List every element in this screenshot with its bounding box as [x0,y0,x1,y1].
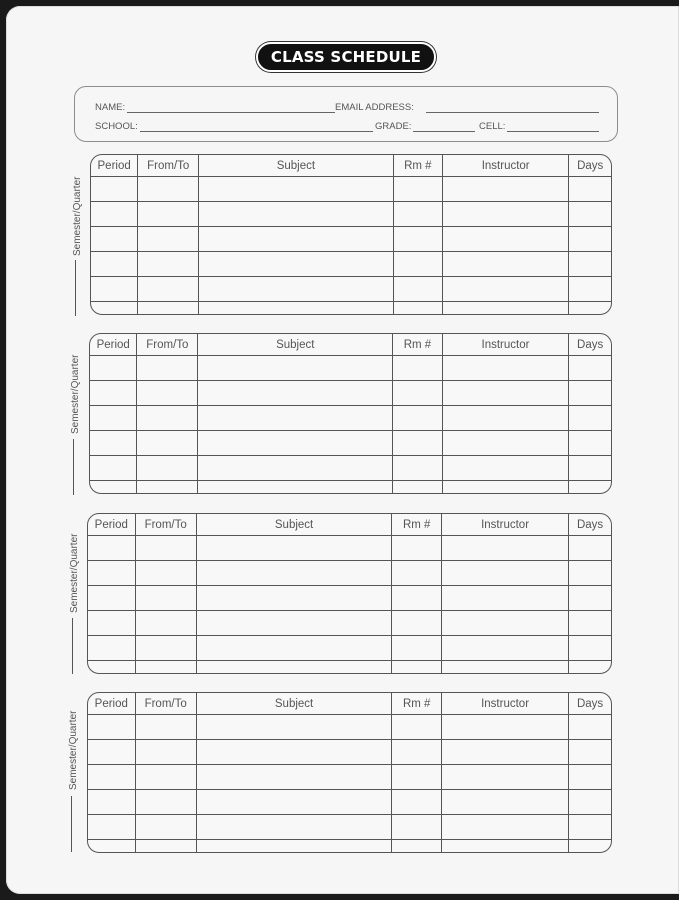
cell-period[interactable] [90,356,137,381]
header-row [90,334,611,356]
cell-period[interactable] [90,381,137,406]
column-header-subject: Subject [199,155,393,177]
schedule-grid [88,514,611,673]
cell-period[interactable] [88,765,135,790]
cell-instructor[interactable] [443,227,569,252]
table-row [90,431,611,456]
schedule-table-2 [89,333,612,494]
table-row [88,561,611,586]
email-field[interactable] [335,99,599,113]
cell-period[interactable] [90,406,137,431]
cell-instructor[interactable] [443,202,569,227]
side-line-4 [71,796,72,852]
cell-room[interactable] [393,202,442,227]
cell-from-to[interactable] [138,277,199,302]
school-label: SCHOOL: [95,121,138,132]
table-row [90,481,611,494]
email-label: EMAIL ADDRESS: [335,102,414,113]
cell-period[interactable] [91,277,138,302]
cell-subject[interactable] [199,277,393,302]
student-info-box [74,86,618,142]
cell-days[interactable] [569,840,611,853]
table-row [88,536,611,561]
cell-subject[interactable] [196,586,392,611]
cell-room[interactable] [393,481,442,494]
cell-room[interactable] [393,406,442,431]
cell-period[interactable] [88,561,135,586]
table-row [91,277,611,302]
schedule-table-4 [87,692,612,853]
cell-subject[interactable] [198,456,393,481]
cell-days[interactable] [569,481,611,494]
cell-room[interactable] [393,356,442,381]
cell-subject[interactable] [196,790,392,815]
table-row [90,356,611,381]
cell-days[interactable] [569,277,611,302]
cell-from-to[interactable] [138,302,199,315]
cell-from-to[interactable] [135,536,196,561]
side-label-1: Semester/Quarter [72,176,83,256]
column-header-days: Days [569,693,611,715]
header-row [88,514,611,536]
grade-label: GRADE: [375,121,412,132]
cell-room[interactable] [392,586,442,611]
column-header-period: Period [88,693,135,715]
column-header-days: Days [569,334,611,356]
side-line-2 [73,439,74,495]
cell-instructor[interactable] [442,636,569,661]
name-label: NAME: [95,102,126,113]
cell-room[interactable] [392,715,442,740]
cell-instructor[interactable] [442,586,569,611]
table-row [88,765,611,790]
cell-period[interactable] [91,252,138,277]
cell-days[interactable] [569,381,611,406]
table-row [88,611,611,636]
cell-from-to[interactable] [138,177,199,202]
cell-room[interactable] [393,227,442,252]
cell-period[interactable] [91,227,138,252]
cell-instructor[interactable] [442,765,569,790]
cell-from-to[interactable] [138,252,199,277]
schedule-page [6,6,679,894]
cell-from-to[interactable] [138,202,199,227]
schedule-grid [88,693,611,852]
cell-room[interactable] [393,277,442,302]
column-header-subject: Subject [196,514,392,536]
cell-days[interactable] [569,177,611,202]
cell-period[interactable] [90,481,137,494]
side-label-2: Semester/Quarter [70,354,81,434]
cell-from-to[interactable] [135,611,196,636]
cell-instructor[interactable] [443,252,569,277]
column-header-instructor: Instructor [442,334,569,356]
column-header-from-to: From/To [135,514,196,536]
cell-days[interactable] [569,227,611,252]
table-row [88,790,611,815]
cell-period[interactable] [88,790,135,815]
cell-instructor[interactable] [443,177,569,202]
cell-period[interactable] [88,611,135,636]
cell-room[interactable] [392,765,442,790]
cell-period[interactable] [88,715,135,740]
cell-room[interactable] [392,661,442,674]
cell-instructor[interactable] [442,840,569,853]
cell-instructor[interactable] [442,661,569,674]
cell-from-to[interactable] [137,481,198,494]
cell-subject[interactable] [196,840,392,853]
cell-days[interactable] [569,586,611,611]
cell-instructor[interactable] [442,481,569,494]
cell-from-to[interactable] [137,356,198,381]
cell-room[interactable] [392,790,442,815]
cell-subject[interactable] [198,406,393,431]
cell-subject[interactable] [198,356,393,381]
side-line-3 [72,618,73,674]
cell-instructor[interactable] [443,277,569,302]
table-row [91,302,611,315]
cell-period[interactable] [88,815,135,840]
column-header-from-to: From/To [137,334,198,356]
column-header-from-to: From/To [135,693,196,715]
cell-subject[interactable] [198,381,393,406]
header-row [88,693,611,715]
cell-instructor[interactable] [442,740,569,765]
cell-days[interactable] [569,765,611,790]
schedule-table-3 [87,513,612,674]
name-field[interactable] [95,99,335,113]
cell-label: CELL: [479,121,506,132]
cell-from-to[interactable] [135,790,196,815]
table-row [90,381,611,406]
column-header-period: Period [90,334,137,356]
cell-period[interactable] [88,586,135,611]
cell-days[interactable] [569,715,611,740]
cell-subject[interactable] [199,302,393,315]
cell-room[interactable] [392,840,442,853]
column-header-instructor: Instructor [442,514,569,536]
column-header-period: Period [91,155,138,177]
cell-room[interactable] [392,815,442,840]
cell-instructor[interactable] [442,536,569,561]
cell-room[interactable] [393,302,442,315]
cell-period[interactable] [88,661,135,674]
column-header-instructor: Instructor [443,155,569,177]
cell-period[interactable] [90,431,137,456]
column-header-subject: Subject [198,334,393,356]
column-header-room: Rm # [393,155,442,177]
cell-instructor[interactable] [442,356,569,381]
cell-instructor[interactable] [442,431,569,456]
cell-period[interactable] [88,536,135,561]
column-header-room: Rm # [392,693,442,715]
cell-period[interactable] [88,636,135,661]
cell-room[interactable] [392,561,442,586]
cell-days[interactable] [569,661,611,674]
cell-subject[interactable] [196,815,392,840]
table-row [88,661,611,674]
cell-days[interactable] [569,456,611,481]
cell-days[interactable] [569,356,611,381]
cell-room[interactable] [393,252,442,277]
cell-from-to[interactable] [137,456,198,481]
cell-subject[interactable] [198,481,393,494]
cell-from-to[interactable] [137,406,198,431]
cell-instructor[interactable] [442,790,569,815]
cell-from-to[interactable] [135,586,196,611]
cell-room[interactable] [393,431,442,456]
cell-days[interactable] [569,611,611,636]
grade-field[interactable] [375,118,475,132]
cell-days[interactable] [569,431,611,456]
column-header-days: Days [569,155,611,177]
cell-subject[interactable] [199,177,393,202]
cell-instructor[interactable] [442,611,569,636]
cell-days[interactable] [569,561,611,586]
schedule-grid [90,334,611,493]
column-header-from-to: From/To [138,155,199,177]
cell-from-to[interactable] [135,661,196,674]
cell-room[interactable] [393,177,442,202]
cell-subject[interactable] [196,561,392,586]
cell-room[interactable] [393,456,442,481]
cell-subject[interactable] [196,715,392,740]
cell-subject[interactable] [196,611,392,636]
cell-days[interactable] [569,636,611,661]
table-row [88,636,611,661]
cell-from-to[interactable] [135,740,196,765]
school-field[interactable] [95,118,373,132]
cell-days[interactable] [569,536,611,561]
cell-days[interactable] [569,302,611,315]
table-row [90,406,611,431]
cell-period[interactable] [88,840,135,853]
table-row [90,456,611,481]
cell-from-to[interactable] [135,636,196,661]
cell-subject[interactable] [196,536,392,561]
cell-subject[interactable] [196,636,392,661]
schedule-table-1 [90,154,612,315]
table-row [91,177,611,202]
column-header-room: Rm # [393,334,442,356]
cell-from-to[interactable] [135,765,196,790]
cell-subject[interactable] [196,740,392,765]
column-header-period: Period [88,514,135,536]
cell-subject[interactable] [199,227,393,252]
cell-instructor[interactable] [442,406,569,431]
cell-days[interactable] [569,740,611,765]
table-row [88,840,611,853]
cell-subject[interactable] [199,202,393,227]
cell-period[interactable] [91,177,138,202]
cell-subject[interactable] [199,252,393,277]
cell-subject[interactable] [196,661,392,674]
cell-period[interactable] [91,202,138,227]
cell-subject[interactable] [196,765,392,790]
table-row [91,252,611,277]
column-header-room: Rm # [392,514,442,536]
header-row [91,155,611,177]
cell-period[interactable] [91,302,138,315]
page-title: CLASS SCHEDULE [256,42,436,72]
column-header-days: Days [569,514,611,536]
cell-days[interactable] [569,252,611,277]
cell-room[interactable] [392,536,442,561]
cell-room[interactable] [393,381,442,406]
cell-subject[interactable] [198,431,393,456]
cell-instructor[interactable] [442,381,569,406]
side-line-1 [75,260,76,316]
schedule-grid [91,155,611,314]
side-label-3: Semester/Quarter [69,533,80,613]
table-row [91,202,611,227]
cell-from-to[interactable] [137,431,198,456]
cell-period[interactable] [88,740,135,765]
cell-room[interactable] [392,611,442,636]
cell-from-to[interactable] [138,227,199,252]
column-header-subject: Subject [196,693,392,715]
table-row [88,815,611,840]
cell-room[interactable] [392,636,442,661]
cell-instructor[interactable] [442,456,569,481]
cell-instructor[interactable] [443,302,569,315]
cell-days[interactable] [569,406,611,431]
column-header-instructor: Instructor [442,693,569,715]
cell-instructor[interactable] [442,561,569,586]
table-row [88,740,611,765]
cell-field[interactable] [479,118,599,132]
cell-from-to[interactable] [137,381,198,406]
cell-from-to[interactable] [135,815,196,840]
table-row [88,586,611,611]
table-row [88,715,611,740]
side-label-4: Semester/Quarter [68,710,79,790]
cell-period[interactable] [90,456,137,481]
cell-days[interactable] [569,202,611,227]
cell-days[interactable] [569,790,611,815]
cell-from-to[interactable] [135,561,196,586]
table-row [91,227,611,252]
cell-from-to[interactable] [135,840,196,853]
cell-days[interactable] [569,815,611,840]
cell-instructor[interactable] [442,815,569,840]
cell-room[interactable] [392,740,442,765]
cell-instructor[interactable] [442,715,569,740]
cell-from-to[interactable] [135,715,196,740]
